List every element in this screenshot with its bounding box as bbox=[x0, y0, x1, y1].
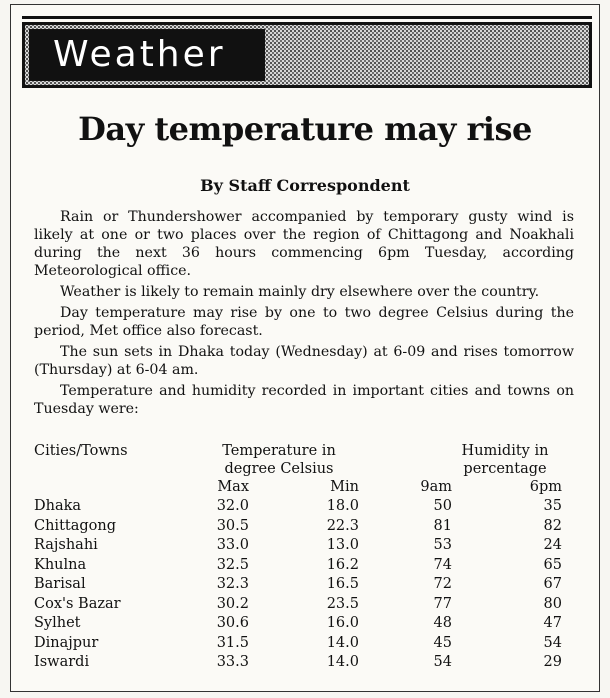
top-rule bbox=[22, 16, 592, 19]
weather-table bbox=[34, 442, 574, 673]
table-row bbox=[34, 653, 574, 673]
table-row bbox=[34, 536, 574, 556]
table-header bbox=[34, 442, 574, 478]
city-cell: Rajshahi bbox=[34, 537, 98, 553]
header-max: Max bbox=[217, 479, 249, 495]
max-cell: 31.5 bbox=[216, 634, 249, 651]
max-cell: 30.5 bbox=[216, 517, 249, 534]
humidity-6pm-cell: 47 bbox=[543, 615, 562, 631]
byline: By Staff Correspondent bbox=[200, 176, 410, 195]
header-temperature-line2: degree Celsius bbox=[224, 461, 334, 477]
humidity-6pm-cell: 35 bbox=[543, 498, 562, 514]
header-humidity-line1: Humidity in bbox=[461, 443, 549, 459]
min-cell: 16.2 bbox=[326, 556, 359, 573]
humidity-9am-cell: 72 bbox=[433, 576, 452, 592]
table-rows bbox=[34, 497, 574, 673]
min-cell: 14.0 bbox=[326, 634, 359, 651]
max-cell: 33.3 bbox=[216, 654, 249, 670]
humidity-9am-cell: 81 bbox=[433, 517, 452, 534]
table-row bbox=[34, 614, 574, 634]
max-cell: 30.6 bbox=[216, 615, 249, 631]
table-subheader bbox=[34, 478, 574, 497]
min-cell: 22.3 bbox=[326, 517, 359, 534]
max-cell: 32.3 bbox=[216, 576, 249, 592]
humidity-9am-cell: 48 bbox=[433, 615, 452, 631]
paragraph: Temperature and humidity recorded in important cities and towns on Tuesday were: bbox=[34, 383, 574, 417]
humidity-9am-cell: 45 bbox=[433, 634, 452, 651]
city-cell: Cox's Bazar bbox=[34, 595, 121, 612]
humidity-6pm-cell: 29 bbox=[543, 654, 562, 670]
table-row bbox=[34, 517, 574, 537]
humidity-9am-cell: 53 bbox=[433, 537, 452, 553]
city-cell: Iswardi bbox=[34, 654, 90, 670]
humidity-9am-cell: 77 bbox=[433, 595, 452, 612]
max-cell: 32.0 bbox=[216, 498, 249, 514]
header-temperature-line1: Temperature in bbox=[222, 443, 336, 459]
min-cell: 16.5 bbox=[326, 576, 359, 592]
max-cell: 33.0 bbox=[216, 537, 249, 553]
article-body bbox=[34, 208, 574, 421]
humidity-6pm-cell: 54 bbox=[543, 634, 562, 651]
min-cell: 16.0 bbox=[326, 615, 359, 631]
section-label: Weather bbox=[29, 29, 265, 81]
header-cities: Cities/Towns bbox=[34, 443, 128, 459]
header-humidity bbox=[430, 442, 580, 478]
paragraph: The sun sets in Dhaka today (Wednesday) at 6-09 and rises tomorrow (Thursday) at 6-04 am. bbox=[34, 344, 574, 378]
humidity-9am-cell: 54 bbox=[433, 654, 452, 670]
headline: Day temperature may rise bbox=[78, 110, 532, 148]
humidity-9am-cell: 74 bbox=[433, 556, 452, 573]
header-temperature bbox=[199, 442, 359, 478]
table-row bbox=[34, 575, 574, 595]
section-banner bbox=[22, 22, 592, 88]
city-cell: Khulna bbox=[34, 556, 87, 573]
paragraph: Rain or Thundershower accompanied by temporary gusty wind is likely at one or two places over the region of Chittagong and Noakhali during the next 36 hours commencing 6pm Tuesday, according Meteorological office. bbox=[34, 209, 574, 279]
header-6pm: 6pm bbox=[529, 479, 562, 495]
humidity-6pm-cell: 67 bbox=[543, 576, 562, 592]
header-humidity-line2: percentage bbox=[463, 461, 547, 477]
table-row bbox=[34, 595, 574, 615]
city-cell: Chittagong bbox=[34, 517, 117, 534]
humidity-6pm-cell: 24 bbox=[543, 537, 562, 553]
paragraph: Day temperature may rise by one to two degree Celsius during the period, Met office also forecast. bbox=[34, 305, 574, 339]
max-cell: 32.5 bbox=[216, 556, 249, 573]
city-cell: Barisal bbox=[34, 576, 86, 592]
humidity-6pm-cell: 65 bbox=[543, 556, 562, 573]
humidity-6pm-cell: 82 bbox=[543, 517, 562, 534]
city-cell: Dinajpur bbox=[34, 634, 99, 651]
city-cell: Sylhet bbox=[34, 615, 81, 631]
header-min: Min bbox=[330, 479, 359, 495]
min-cell: 23.5 bbox=[326, 595, 359, 612]
min-cell: 18.0 bbox=[326, 498, 359, 514]
humidity-6pm-cell: 80 bbox=[543, 595, 562, 612]
header-9am: 9am bbox=[420, 479, 452, 495]
max-cell: 30.2 bbox=[216, 595, 249, 612]
min-cell: 14.0 bbox=[326, 654, 359, 670]
min-cell: 13.0 bbox=[326, 537, 359, 553]
paragraph: Weather is likely to remain mainly dry elsewhere over the country. bbox=[60, 284, 540, 300]
table-row bbox=[34, 634, 574, 654]
table-row bbox=[34, 497, 574, 517]
city-cell: Dhaka bbox=[34, 498, 82, 514]
table-row bbox=[34, 556, 574, 576]
humidity-9am-cell: 50 bbox=[433, 498, 452, 514]
